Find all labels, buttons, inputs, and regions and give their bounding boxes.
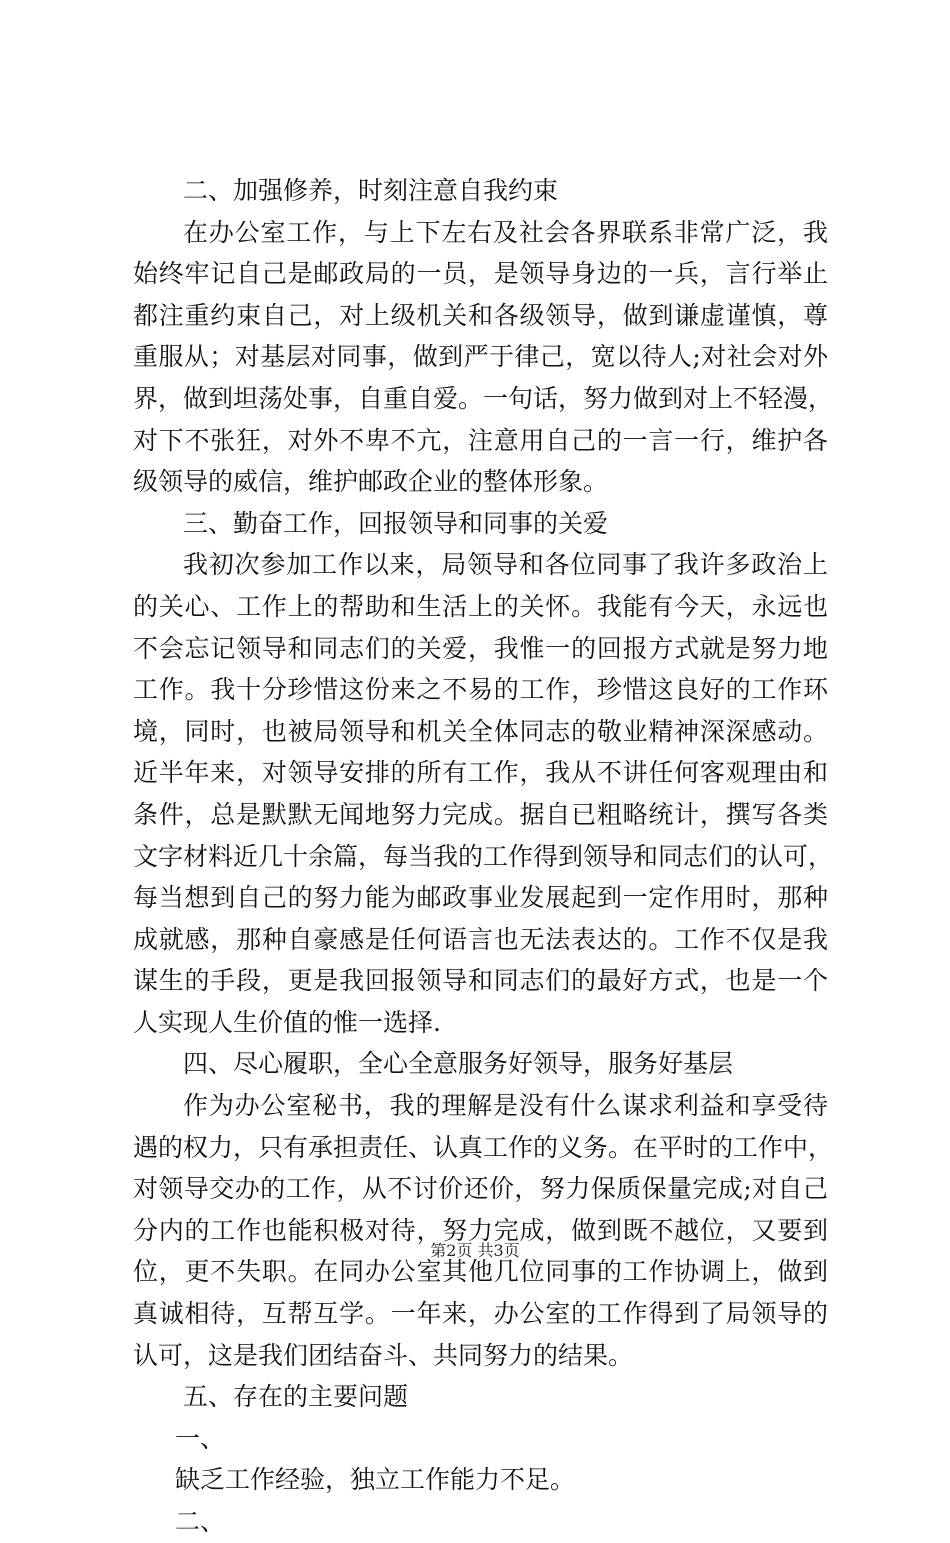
text-line: 真诚相待，互帮互学。一年来，办公室的工作得到了局领导的	[133, 1299, 828, 1329]
text-line: 都注重约束自己，对上级机关和各级领导，做到谦虚谨慎，尊	[133, 300, 828, 330]
text-line: 分内的工作也能积极对待，努力完成，做到既不越位，又要到	[133, 1215, 828, 1245]
text-line: 级领导的威信，维护邮政企业的整体形象。	[133, 467, 609, 497]
text-line: 境，同时，也被局领导和机关全体同志的敬业精神深深感动。	[133, 716, 828, 746]
text-line: 四、尽心履职，全心全意服务好领导，服务好基层	[183, 1049, 734, 1079]
body-text	[133, 170, 834, 1543]
text-line: 二、加强修养，时刻注意自我约束	[183, 176, 559, 205]
text-line: 一、	[175, 1423, 226, 1453]
text-line: 位，更不失职。在同办公室其他几位同事的工作协调上，做到	[133, 1257, 828, 1287]
text-line: 五、存在的主要问题	[183, 1382, 409, 1412]
text-line: 文字材料近几十余篇，每当我的工作得到领导和同志们的认可，	[133, 841, 834, 871]
text-line: 我初次参加工作以来，局领导和各位同事了我许多政治上	[183, 550, 828, 580]
text-line: 对领导交办的工作，从不讨价还价，努力保质保量完成;对自己	[133, 1174, 828, 1204]
text-line: 不会忘记领导和同志们的关爱，我惟一的回报方式就是努力地	[133, 633, 828, 663]
text-line: 近半年来，对领导安排的所有工作，我从不讲任何客观理由和	[133, 758, 828, 788]
text-line: 的关心、工作上的帮助和生活上的关怀。我能有今天，永远也	[133, 591, 828, 621]
text-line: 二、	[175, 1507, 226, 1536]
text-line: 认可，这是我们团结奋斗、共同努力的结果。	[133, 1340, 634, 1370]
text-line: 缺乏工作经验，独立工作能力不足。	[175, 1465, 576, 1495]
page-footer: 第2页 共3页	[430, 1241, 520, 1260]
text-line: 遇的权力，只有承担责任、认真工作的义务。在平时的工作中，	[133, 1132, 834, 1162]
text-line: 工作。我十分珍惜这份来之不易的工作，珍惜这良好的工作环	[133, 675, 828, 705]
text-line: 每当想到自己的努力能为邮政事业发展起到一定作用时，那种	[133, 883, 828, 913]
text-line: 条件，总是默默无闻地努力完成。据自已粗略统计，撰写各类	[133, 799, 828, 829]
text-line: 作为办公室秘书，我的理解是没有什么谋求利益和享受待	[183, 1091, 828, 1121]
text-line: 界，做到坦荡处事，自重自爱。一句话，努力做到对上不轻漫，	[133, 383, 834, 413]
text-line: 三、勤奋工作，回报领导和同事的关爱	[183, 508, 609, 538]
text-line: 始终牢记自己是邮政局的一员，是领导身边的一兵，言行举止	[133, 259, 828, 289]
text-line: 对下不张狂，对外不卑不亢，注意用自己的一言一行，维护各	[133, 425, 828, 455]
text-line: 人实现人生价值的惟一选择.	[133, 1007, 441, 1037]
text-line: 谋生的手段，更是我回报领导和同志们的最好方式，也是一个	[133, 966, 828, 996]
text-line: 重服从；对基层对同事，做到严于律己，宽以待人;对社会对外	[133, 342, 828, 372]
text-line: 成就感，那种自豪感是任何语言也无法表达的。工作不仅是我	[133, 924, 828, 954]
text-line: 在办公室工作，与上下左右及社会各界联系非常广泛，我	[183, 217, 828, 247]
